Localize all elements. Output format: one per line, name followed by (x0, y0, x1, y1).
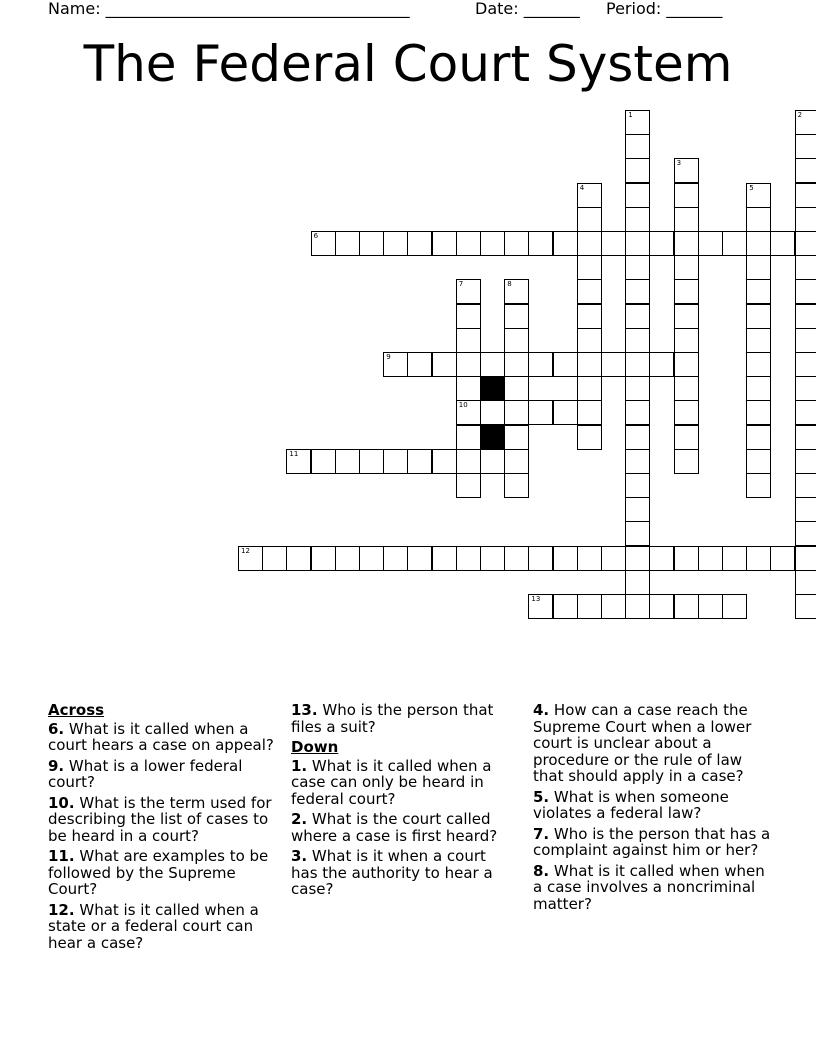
crossword-cell[interactable] (746, 183, 771, 208)
crossword-cell[interactable] (601, 231, 626, 256)
crossword-cell[interactable] (698, 546, 723, 571)
crossword-cell[interactable] (359, 546, 384, 571)
crossword-cell[interactable] (504, 352, 529, 377)
clues-column-3 (533, 702, 773, 916)
crossword-cell[interactable] (577, 304, 602, 329)
crossword-cell[interactable] (553, 594, 578, 619)
clue-across-13: 13. Who is the person that files a suit? (291, 701, 494, 736)
crossword-cell[interactable] (528, 400, 553, 425)
crossword-cell[interactable] (528, 546, 553, 571)
crossword-cell[interactable] (528, 231, 553, 256)
clue-across-11: 11. What are examples to be followed by the Supreme Court? (48, 847, 269, 898)
crossword-cell[interactable] (674, 449, 699, 474)
crossword-cell[interactable] (625, 352, 650, 377)
crossword-cell[interactable] (577, 594, 602, 619)
crossword-cell[interactable] (625, 134, 650, 159)
crossword-cell[interactable] (625, 183, 650, 208)
clue-number: 4 (579, 183, 585, 192)
clue-down-8: 8. What is it called when when a case involves a noncriminal matter? (533, 861, 765, 913)
crossword-cell[interactable] (674, 304, 699, 329)
clue-down-4: 4. How can a case reach the Supreme Court when a lower court is unclear about a procedure or the rule of law that should apply in a case? (533, 701, 752, 785)
crossword-cell[interactable] (359, 231, 384, 256)
crossword-cell[interactable] (407, 449, 432, 474)
crossword-cell[interactable] (577, 546, 602, 571)
clue-number: 12 (241, 546, 250, 555)
crossword-cell[interactable] (674, 207, 699, 232)
clue-across-12: 12. What is it called when a state or a federal court can hear a case? (48, 900, 259, 952)
crossword-cell[interactable] (456, 449, 481, 474)
crossword-cell[interactable] (553, 546, 578, 571)
clue-across-6: 6. What is it called when a court hears a case on appeal? (48, 719, 274, 754)
crossword-cell[interactable] (795, 304, 816, 329)
crossword-cell[interactable] (746, 304, 771, 329)
down-heading: Down (291, 738, 339, 756)
crossword-cell[interactable] (359, 449, 384, 474)
crossword-cell[interactable] (311, 546, 336, 571)
crossword-cell[interactable] (528, 352, 553, 377)
crossword-cell[interactable] (625, 497, 650, 522)
crossword-cell[interactable] (625, 449, 650, 474)
crossword-cell[interactable] (795, 352, 816, 377)
crossword-cell[interactable] (795, 231, 816, 256)
crossword-cell[interactable] (746, 352, 771, 377)
crossword-cell[interactable] (770, 546, 795, 571)
crossword-cell[interactable] (625, 328, 650, 353)
clue-number: 1 (628, 111, 633, 119)
crossword-cell[interactable] (625, 304, 650, 329)
crossword-cell[interactable] (746, 376, 771, 401)
clue-number: 11 (289, 449, 299, 458)
crossword-cell[interactable] (504, 279, 529, 304)
crossword-cell[interactable] (795, 570, 816, 595)
crossword-cell[interactable] (625, 521, 650, 546)
crossword-cell[interactable] (746, 279, 771, 304)
crossword-cell[interactable] (480, 449, 505, 474)
crossword-cell[interactable] (674, 352, 699, 377)
crossword-cell[interactable] (795, 158, 816, 183)
crossword-cell[interactable] (795, 546, 816, 571)
crossword-cell[interactable] (649, 546, 674, 571)
crossword-cell[interactable] (795, 255, 816, 280)
crossword-cell[interactable] (456, 352, 481, 377)
crossword-cell[interactable] (625, 231, 650, 256)
crossword-cell[interactable] (311, 231, 336, 256)
crossword-cell[interactable] (674, 594, 699, 619)
crossword-cell[interactable] (456, 376, 481, 401)
crossword-cell[interactable] (407, 546, 432, 571)
crossword-cell[interactable] (601, 594, 626, 619)
crossword-cell[interactable] (577, 400, 602, 425)
crossword-cell[interactable] (674, 158, 699, 183)
clue-down-2: 2. What is the court called where a case is first heard? (291, 810, 498, 845)
crossword-cell[interactable] (383, 546, 408, 571)
crossword-cell[interactable] (456, 473, 481, 498)
crossword-cell[interactable] (504, 376, 529, 401)
crossword-cell[interactable] (746, 207, 771, 232)
crossword-cell[interactable] (480, 546, 505, 571)
crossword-cell[interactable] (746, 231, 771, 256)
crossword-cell[interactable] (456, 279, 481, 304)
crossword-cell[interactable] (504, 400, 529, 425)
crossword-cell[interactable] (722, 594, 747, 619)
clue-number: 9 (386, 353, 391, 361)
crossword-cell[interactable] (456, 425, 481, 450)
crossword-cell[interactable] (649, 594, 674, 619)
across-heading: Across (48, 701, 105, 719)
crossword-cell[interactable] (795, 110, 816, 135)
crossword-cell[interactable] (795, 279, 816, 304)
clue-number: 2 (797, 111, 803, 119)
crossword-cell[interactable] (746, 546, 771, 571)
crossword-cell[interactable] (674, 183, 699, 208)
crossword-cell[interactable] (746, 425, 771, 450)
crossword-cell[interactable] (795, 594, 816, 619)
clues-column-1 (48, 702, 284, 955)
crossword-cell[interactable] (480, 352, 505, 377)
crossword-cell[interactable] (625, 158, 650, 183)
crossword-cell[interactable] (722, 231, 747, 256)
crossword-cell[interactable] (335, 231, 360, 256)
clue-down-7: 7. Who is the person that has a complaint against him or her? (533, 824, 771, 859)
crossword-cell[interactable] (383, 352, 408, 377)
crossword-cell[interactable] (286, 449, 311, 474)
crossword-cell[interactable] (625, 473, 650, 498)
crossword-cell[interactable] (577, 425, 602, 450)
clue-number: 10 (458, 401, 468, 410)
crossword-cell[interactable] (674, 328, 699, 353)
crossword-cell[interactable] (383, 449, 408, 474)
crossword-cell[interactable] (625, 110, 650, 135)
crossword-cell[interactable] (674, 255, 699, 280)
crossword-cell[interactable] (601, 352, 626, 377)
crossword-cell[interactable] (456, 546, 481, 571)
clues-column-2 (291, 702, 513, 902)
crossword-cell[interactable] (698, 231, 723, 256)
crossword-cell[interactable] (504, 425, 529, 450)
crossword-cell[interactable] (504, 473, 529, 498)
crossword-cell[interactable] (456, 328, 481, 353)
crossword-cell[interactable] (262, 546, 287, 571)
crossword-cell[interactable] (795, 328, 816, 353)
crossword-cell[interactable] (577, 376, 602, 401)
crossword-cell[interactable] (407, 352, 432, 377)
crossword-cell[interactable] (577, 328, 602, 353)
crossword-cell[interactable] (432, 449, 457, 474)
crossword-cell[interactable] (746, 255, 771, 280)
crossword-cell[interactable] (625, 425, 650, 450)
crossword-cell[interactable] (746, 473, 771, 498)
clue-across-9: 9. What is a lower federal court? (48, 756, 243, 791)
crossword-cell[interactable] (238, 546, 263, 571)
crossword-cell[interactable] (432, 352, 457, 377)
crossword-cell[interactable] (504, 328, 529, 353)
clue-down-1: 1. What is it called when a case can only be heard in federal court? (291, 756, 492, 808)
crossword-cell[interactable] (625, 594, 650, 619)
clue-number: 5 (749, 183, 754, 192)
clue-down-3: 3. What is it when a court has the authority to hear a case? (291, 847, 493, 898)
crossword-cell[interactable] (746, 400, 771, 425)
crossword-cell[interactable] (795, 449, 816, 474)
crossword-cell[interactable] (311, 449, 336, 474)
crossword-cell[interactable] (286, 546, 311, 571)
crossword-cell[interactable] (674, 231, 699, 256)
clue-number: 3 (676, 159, 682, 168)
clue-across-10: 10. What is the term used for describing the list of cases to be heard in a court? (48, 793, 272, 845)
crossword-cell[interactable] (456, 231, 481, 256)
crossword-cell[interactable] (625, 570, 650, 595)
crossword-cell[interactable] (674, 279, 699, 304)
crossword-cell[interactable] (625, 207, 650, 232)
crossword-cell[interactable] (746, 328, 771, 353)
crossword-cell[interactable] (674, 546, 699, 571)
clue-number: 8 (507, 280, 512, 289)
date-field-label: Date: _______ (475, 0, 580, 18)
crossword-cell[interactable] (649, 231, 674, 256)
crossword-cell[interactable] (674, 425, 699, 450)
crossword-black-cell (480, 425, 505, 450)
clue-down-5: 5. What is when someone violates a federal law? (533, 787, 729, 822)
crossword-cell[interactable] (504, 231, 529, 256)
crossword-cell[interactable] (553, 352, 578, 377)
crossword-cell[interactable] (674, 400, 699, 425)
crossword-cell[interactable] (577, 183, 602, 208)
crossword-cell[interactable] (674, 376, 699, 401)
crossword-cell[interactable] (601, 546, 626, 571)
crossword-cell[interactable] (553, 400, 578, 425)
crossword-cell[interactable] (698, 594, 723, 619)
crossword-cell[interactable] (480, 400, 505, 425)
crossword-cell[interactable] (577, 255, 602, 280)
crossword-black-cell (480, 376, 505, 401)
crossword-cell[interactable] (553, 231, 578, 256)
crossword-cell[interactable] (577, 231, 602, 256)
crossword-cell[interactable] (335, 449, 360, 474)
crossword-cell[interactable] (795, 183, 816, 208)
crossword-cell[interactable] (795, 473, 816, 498)
crossword-cell[interactable] (795, 400, 816, 425)
crossword-cell[interactable] (504, 546, 529, 571)
crossword-cell[interactable] (335, 546, 360, 571)
crossword-cell[interactable] (456, 304, 481, 329)
crossword-cell[interactable] (795, 521, 816, 546)
crossword-cell[interactable] (649, 352, 674, 377)
clue-number: 7 (458, 280, 464, 289)
crossword-cell[interactable] (795, 207, 816, 232)
crossword-cell[interactable] (577, 352, 602, 377)
crossword-cell[interactable] (456, 400, 481, 425)
crossword-cell[interactable] (770, 231, 795, 256)
clue-number: 6 (313, 232, 319, 240)
crossword-cell[interactable] (746, 449, 771, 474)
crossword-cell[interactable] (795, 376, 816, 401)
name-field-label: Name: ______________________________________ (48, 0, 410, 18)
crossword-cell[interactable] (795, 134, 816, 159)
clue-number: 13 (531, 595, 541, 603)
crossword-cell[interactable] (722, 546, 747, 571)
crossword-cell[interactable] (625, 546, 650, 571)
crossword-cell[interactable] (383, 231, 408, 256)
crossword-cell[interactable] (577, 207, 602, 232)
crossword-cell[interactable] (432, 231, 457, 256)
crossword-cell[interactable] (625, 255, 650, 280)
crossword-cell[interactable] (407, 231, 432, 256)
crossword-cell[interactable] (625, 400, 650, 425)
crossword-cell[interactable] (625, 279, 650, 304)
crossword-cell[interactable] (625, 376, 650, 401)
period-field-label: Period: _______ (606, 0, 723, 18)
crossword-cell[interactable] (504, 449, 529, 474)
crossword-cell[interactable] (432, 546, 457, 571)
crossword-cell[interactable] (795, 425, 816, 450)
crossword-cell[interactable] (528, 594, 553, 619)
crossword-cell[interactable] (795, 497, 816, 522)
page-title: The Federal Court System (83, 35, 733, 93)
crossword-cell[interactable] (577, 279, 602, 304)
crossword-cell[interactable] (480, 231, 505, 256)
crossword-cell[interactable] (504, 304, 529, 329)
